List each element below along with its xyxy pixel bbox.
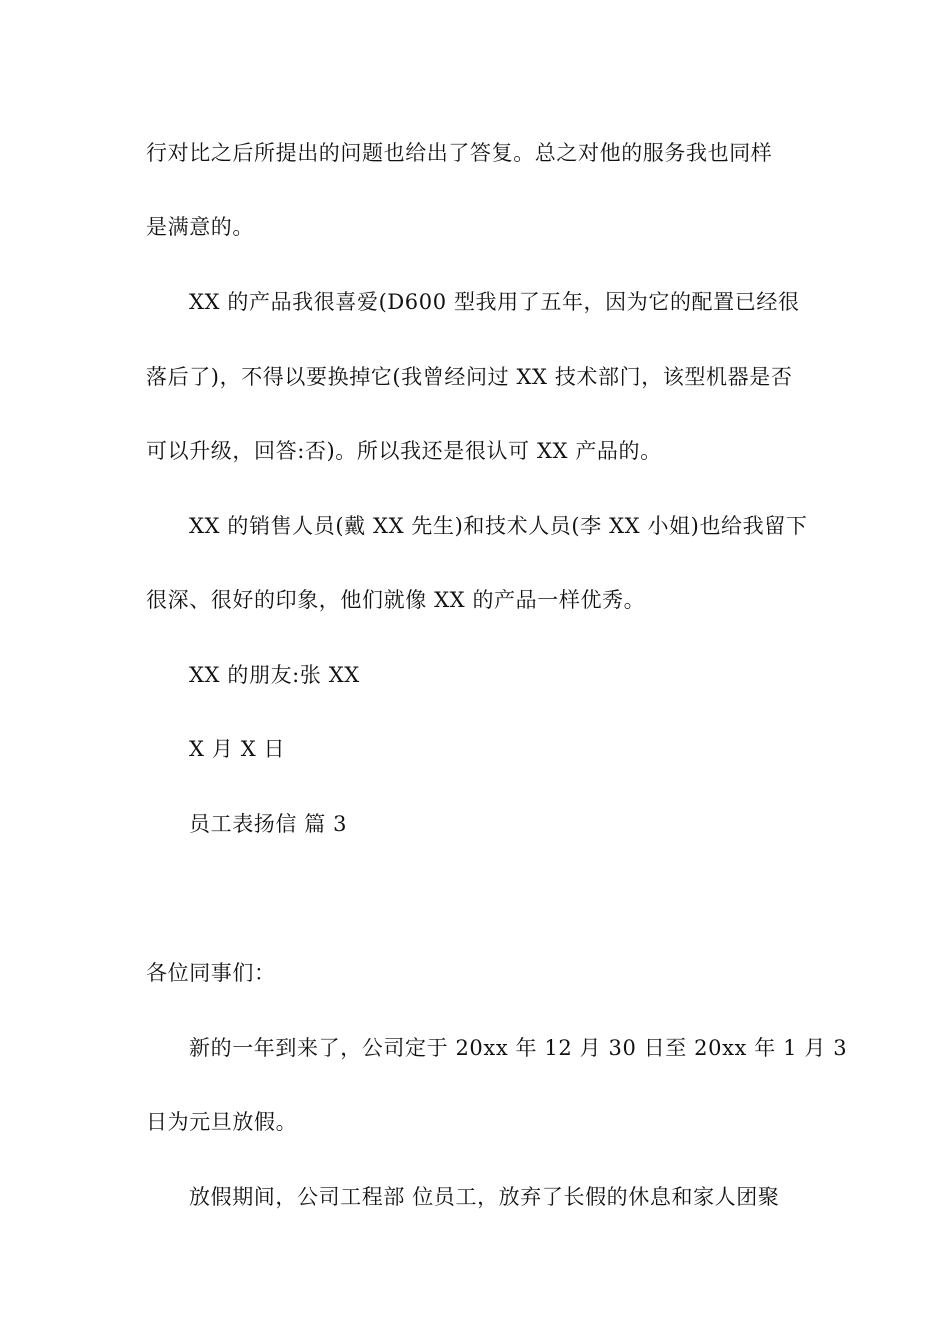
section-heading: 员工表扬信 篇 3 <box>189 812 348 836</box>
date-line: X 月 X 日 <box>189 737 286 761</box>
paragraph-line: 很深、很好的印象，他们就像 XX 的产品一样优秀。 <box>146 588 646 612</box>
paragraph-line: 放假期间，公司工程部 位员工，放弃了长假的休息和家人团聚 <box>189 1185 780 1209</box>
paragraph-line: 行对比之后所提出的问题也给出了答复。总之对他的服务我也同样 <box>146 141 773 165</box>
paragraph-line: 日为元旦放假。 <box>146 1110 298 1134</box>
salutation-line: 各位同事们： <box>146 961 276 985</box>
paragraph-line: 是满意的。 <box>146 215 254 239</box>
paragraph-line: 新的一年到来了，公司定于 20xx 年 12 月 30 日至 20xx 年 1 月 3 <box>189 1036 848 1060</box>
paragraph-line: 落后了)，不得以要换掉它(我曾经问过 XX 技术部门，该型机器是否 <box>146 365 793 389</box>
signature-line: XX 的朋友:张 XX <box>189 663 360 687</box>
paragraph-line: 可以升级，回答:否)。所以我还是很认可 XX 产品的。 <box>146 439 662 463</box>
paragraph-line: XX 的产品我很喜爱(D600 型我用了五年，因为它的配置已经很 <box>189 290 800 314</box>
paragraph-line: XX 的销售人员(戴 XX 先生)和技术人员(李 XX 小姐)也给我留下 <box>189 514 808 538</box>
